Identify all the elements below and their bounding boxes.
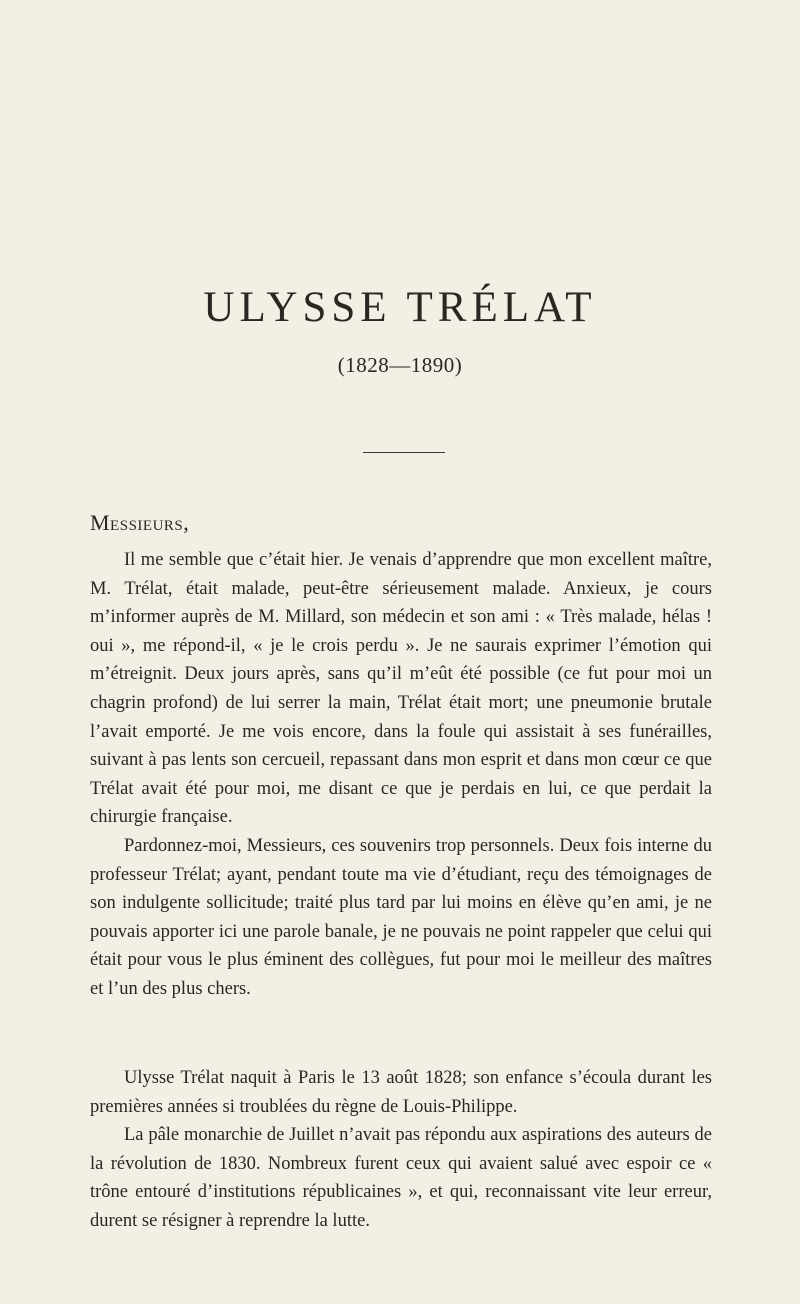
life-dates: (1828—1890) [337,353,463,377]
paragraph: Pardonnez-moi, Messieurs, ces souvenirs trop personnels. Deux fois interne du professeur Trélat; ayant, pendant toute ma vie d’étudiant, reçu des témoignages de son indulgente sollicitude; traité plus tard par lui moins en élève qu’en ami, je ne pouvais apporter ici une parole banale, je ne pouvais ne point rappeler que celui qui était pour vous le plus éminent des collègues, fut pour moi le meilleur des maîtres et l’un des plus chers. [90,835,712,999]
section-divider [363,452,445,453]
body-text-block-2 [90,1064,712,1236]
page-title: ULYSSE TRÉLAT [203,284,597,331]
paragraph: La pâle monarchie de Juillet n’avait pas répondu aux aspirations des auteurs de la révolution de 1830. Nombreux furent ceux qui avaient salué avec espoir ce « trône entouré d’institutions républicaines », et qui, reconnaissant vite leur erreur, durent se résigner à reprendre la lutte. [90,1125,712,1231]
paragraph: Ulysse Trélat naquit à Paris le 13 août 1828; son enfance s’écoula durant les premières années si troublées du règne de Louis-Philippe. [90,1068,712,1117]
salutation: Messieurs, [90,510,190,535]
paragraph: Il me semble que c’était hier. Je venais d’apprendre que mon excellent maître, M. Trélat, était malade, peut-être sérieusement malade. Anxieux, je cours m’informer auprès de M. Millard, son médecin et son ami : « Très malade, hélas ! oui », me répond-il, « je le crois perdu ». Je ne saurais exprimer l’émotion qui m’étreignit. Deux jours après, sans qu’il m’eût été possible (ce fut pour moi un chagrin profond) de lui serrer la main, Trélat était mort; une pneumonie brutale l’avait emporté. Je me vois encore, dans la foule qui assistait à ses funérailles, suivant à pas lents son cercueil, repassant dans mon esprit et dans mon cœur ce que Trélat avait été pour moi, me disant ce que je perdais en lui, ce que perdait la chirurgie française. [90,550,712,828]
body-text-block-1 [90,546,712,1004]
